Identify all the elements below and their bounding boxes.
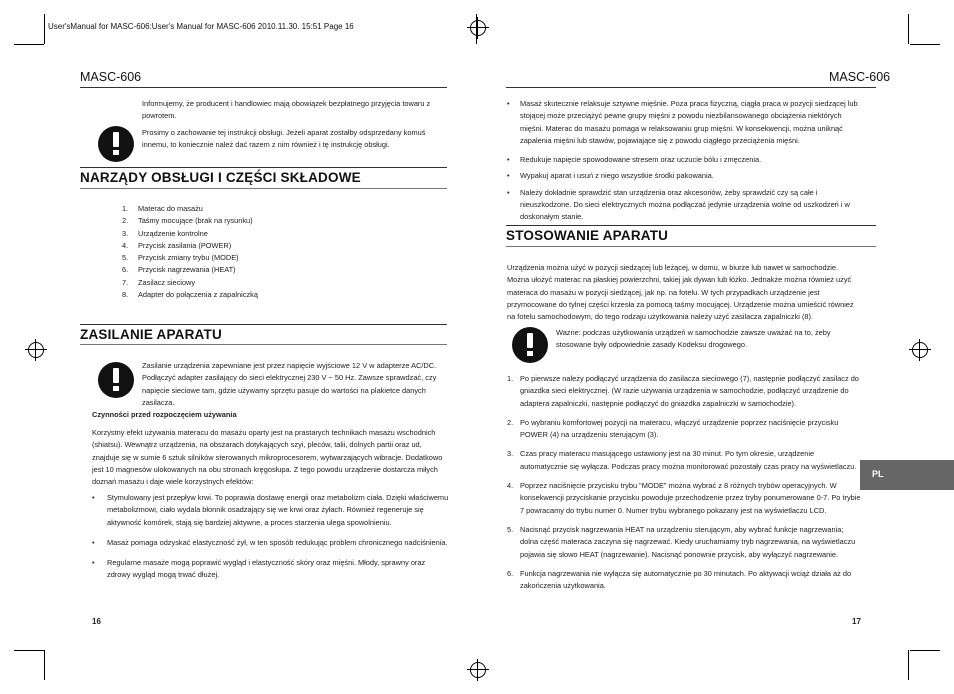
list-item: 4. Poprzez naciśnięcie przycisku trybu "MODE" można wybrać z 8 różnych trybów operacyjnych. W konsekwencji przyciskanie przycisku powoduje przechodzenie przez tryby ponumerowane 0-7. Po trybie 7 powracamy do trybu numer 0. Numer trybu wybranego pokazany jest na wyświetlaczu LCD. bbox=[507, 481, 861, 515]
section-rule bbox=[80, 344, 447, 345]
list-item: 7. Zasilacz sieciowy bbox=[122, 277, 196, 287]
registration-mark bbox=[28, 342, 44, 358]
crop-mark bbox=[44, 650, 45, 680]
section-rule bbox=[506, 246, 876, 247]
list-item: 6. Funkcja nagrzewania nie wyłącza się automatycznie po 30 minutach. Po aktywacji wciąż działa aż do zakończenia użytkowania. bbox=[507, 568, 852, 591]
list-item: 3. Urządzenie kontrolne bbox=[122, 228, 208, 238]
header-rule-left bbox=[80, 87, 447, 88]
section-rule bbox=[80, 167, 447, 168]
registration-mark bbox=[470, 662, 486, 678]
crop-mark bbox=[910, 650, 940, 651]
list-item: • Stymulowany jest przepływ krwi. To poprawia dostawę energii oraz metabolizm ciała. Dzięki właściwemu metabolizmowi, ciało wydala błonnik osadzający się we krwi oraz żyłach. Również regeneruje się aktywność komórek, stają się bardziej aktywne, a proces starzenia ulega spowolnieniu. bbox=[92, 493, 449, 527]
section-title-power: ZASILANIE APARATU bbox=[80, 327, 222, 342]
subheading: Czynności przed rozpoczęciem używania bbox=[92, 410, 237, 419]
crop-mark bbox=[910, 44, 940, 45]
steps-list bbox=[507, 373, 863, 592]
page-number-left: 16 bbox=[92, 617, 101, 626]
list-item: 6. Przycisk nagrzewania (HEAT) bbox=[122, 265, 236, 275]
list-item: • Należy dokładnie sprawdzić stan urządzenia oraz akcesoriów, żeby sprawdzić czy są całe i nieuszkodzone. Do sieci elektrycznych można podłączać jedynie urządzenia wolne od uszkodzeń i w doskonałym stanie. bbox=[507, 187, 850, 222]
list-item: • Masaż skutecznie relaksuje sztywne mięśnie. Poza praca fizyczną, ciągła praca w pozycji siedzącej lub stojącej może przeciążyć pewne grupy mięśni z powodu niezbilansowanego obciążenia niektórych mięśni. Materac do masażu pomaga w relaksowaniu grup mięśni. W konsekwencji, można uniknąć zapalenia mięśni lub stawów, pojawiające się z powodu ciągłego przeciążenia mięśni. bbox=[507, 99, 858, 145]
usage-intro: Urządzenia można użyć w pozycji siedzącej lub leżącej, w domu, w biurze lub nawet w samochodzie. Można ułożyć materac na płaskiej powierzchni, takiej jak dywan lub łóżko. Jednakże można również użyć materaca do masażu w pozycji siedzącej, jak np. na fotelu. W tych przypadkach urządzenie jest przymocowane do tylnej części krzesła za pomocą taśmy mocującej. Urządzenie można umieścić również na fotelu samochodowym, do tego rodzaju użytkowania należy użyć zasilacza zapalniczki (8). bbox=[507, 263, 854, 322]
warning-icon bbox=[98, 126, 134, 162]
crop-mark bbox=[14, 650, 44, 651]
warning-icon bbox=[98, 362, 134, 398]
list-item: 5. Nacisnąć przycisk nagrzewania HEAT na urządzeniu sterującym, aby wybrać funkcje nagrzewania; dolna część materaca zaczyna się nagrzewać. Kiedy uruchamiamy tryb nagrzewania, na wyświetlaczu pojawia się słowo HEAT (nagrzewanie). Nacisnąć ponownie przycisk, aby wyłączyć nagrzewanie. bbox=[507, 524, 856, 559]
print-slug: User'sManual for MASC-606:User's Manual for MASC-606 2010.11.30. 15:51 Page 16 bbox=[48, 22, 354, 31]
crop-mark bbox=[908, 650, 909, 680]
page-header-right: MASC-606 bbox=[829, 70, 891, 84]
warning-text: Prosimy o zachowanie tej instrukcji obsługi. Jeżeli aparat zostałby odsprzedany komuś innemu, to koniecznie należ dać razem z nim również i tę instrukcję obsługi. bbox=[142, 128, 426, 150]
body-text: Korzystny efekt używania materacu do masażu oparty jest na prastarych technikach masażu wschodnich (shiatsu). Wewnątrz urządzenia, na obszarach dotykających szyi, pleców, talii, dolnych partii oraz ud, znajduje się w sumie 6 sztuk silników sterowanych mikroprocesorem, wytwarzających wibracje. Dodatkowo jest 10 magnesów ulokowanych na obu stronach kręgosłupa. Z tego powodu urządzenie dostarcza miłych doznań masażu i daje wiele korzystnych efektów: bbox=[92, 428, 443, 487]
header-rule-right bbox=[506, 87, 876, 88]
list-item: • Wypakuj aparat i usuń z niego wszystkie środki pakowania. bbox=[507, 171, 714, 181]
language-tab: PL bbox=[860, 460, 954, 490]
warning-icon bbox=[512, 327, 548, 363]
parts-list bbox=[122, 203, 362, 301]
list-item: 2. Taśmy mocujące (brak na rysunku) bbox=[122, 216, 253, 226]
benefits-list bbox=[92, 492, 450, 582]
list-item: 1. Materac do masażu bbox=[122, 204, 203, 213]
registration-mark bbox=[912, 342, 928, 358]
crop-mark bbox=[14, 44, 44, 45]
warning-text: Wazne: podczas użytkowania urządzeń w samochodzie zawsze uważać na to, żeby stosowane były odpowiednie zasady Kodeksu drogowego. bbox=[556, 328, 831, 350]
effects-list bbox=[507, 98, 859, 224]
list-item: 8. Adapter do połączenia z zapalniczką bbox=[122, 290, 258, 300]
section-title-usage: STOSOWANIE APARATU bbox=[506, 228, 669, 243]
list-item: 4. Przycisk zasilania (POWER) bbox=[122, 240, 232, 250]
list-item: • Redukuje napięcie spowodowane stresem oraz uczucie bólu i zmęczenia. bbox=[507, 155, 762, 165]
section-rule bbox=[80, 188, 447, 189]
list-item: 2. Po wybraniu komfortowej pozycji na materacu, włączyć urządzenie poprzez naciśnięcie przycisku POWER (4) na urządzeniu sterującym (3). bbox=[507, 417, 839, 440]
crop-mark bbox=[908, 14, 909, 44]
section-title-parts: NARZĄDY OBSŁUGI I CZĘŚCI SKŁADOWE bbox=[80, 170, 361, 185]
registration-mark bbox=[470, 20, 486, 36]
crop-mark bbox=[44, 14, 45, 44]
page-number-right: 17 bbox=[852, 617, 861, 626]
list-item: • Masaż pomaga odzyskać elastyczność żył, w ten sposób redukując problem chronicznego nadciśnienia. bbox=[92, 537, 448, 547]
warning-text: Zasilanie urządzenia zapewniane jest przez napięcie wyjściowe 12 V w adapterze AC/DC. Podłączyć adapter zasilający do sieci elektrycznej 230 V ~ 50 Hz. Zawsze sprawdzać, czy napięcie sieciowe tam, gdzie używamy sprzętu pasuje do wartości na plakietce danych zasilacza. bbox=[142, 361, 437, 407]
list-item: 1. Po pierwsze należy podłączyć urządzenia do zasilacza sieciowego (7), następnie podłączyć zasilacz do gniazdka sieci elektrycznej. (W razie używania urządzenia w samochodzie, podłączyć urządzenie do adaptera zapalniczki, następnie podłączyć do gniazdka zapalniczki w samochodzie). bbox=[507, 374, 859, 408]
section-rule bbox=[80, 324, 447, 325]
list-item: 5. Przycisk zmiany trybu (MODE) bbox=[122, 253, 239, 263]
intro-note: Informujemy, że producent i handlowiec mają obowiązek bezpłatnego przyjęcia towaru z powrotem. bbox=[142, 99, 431, 121]
page-header-left: MASC-606 bbox=[80, 70, 142, 84]
list-item: • Regularne masaże mogą poprawić wygląd i elastyczność skóry oraz mięśni. Młody, sprawny oraz zdrowy wygląd mogą trwać dłużej. bbox=[92, 558, 426, 580]
list-item: 3. Czas pracy materacu masującego ustawiony jest na 30 minut. Po tym okresie, urządzenie automatycznie się wyłącza. Podczas pracy można monitorować pozostały czas pracy na wyświetlaczu. bbox=[507, 449, 857, 471]
section-rule bbox=[506, 225, 876, 226]
